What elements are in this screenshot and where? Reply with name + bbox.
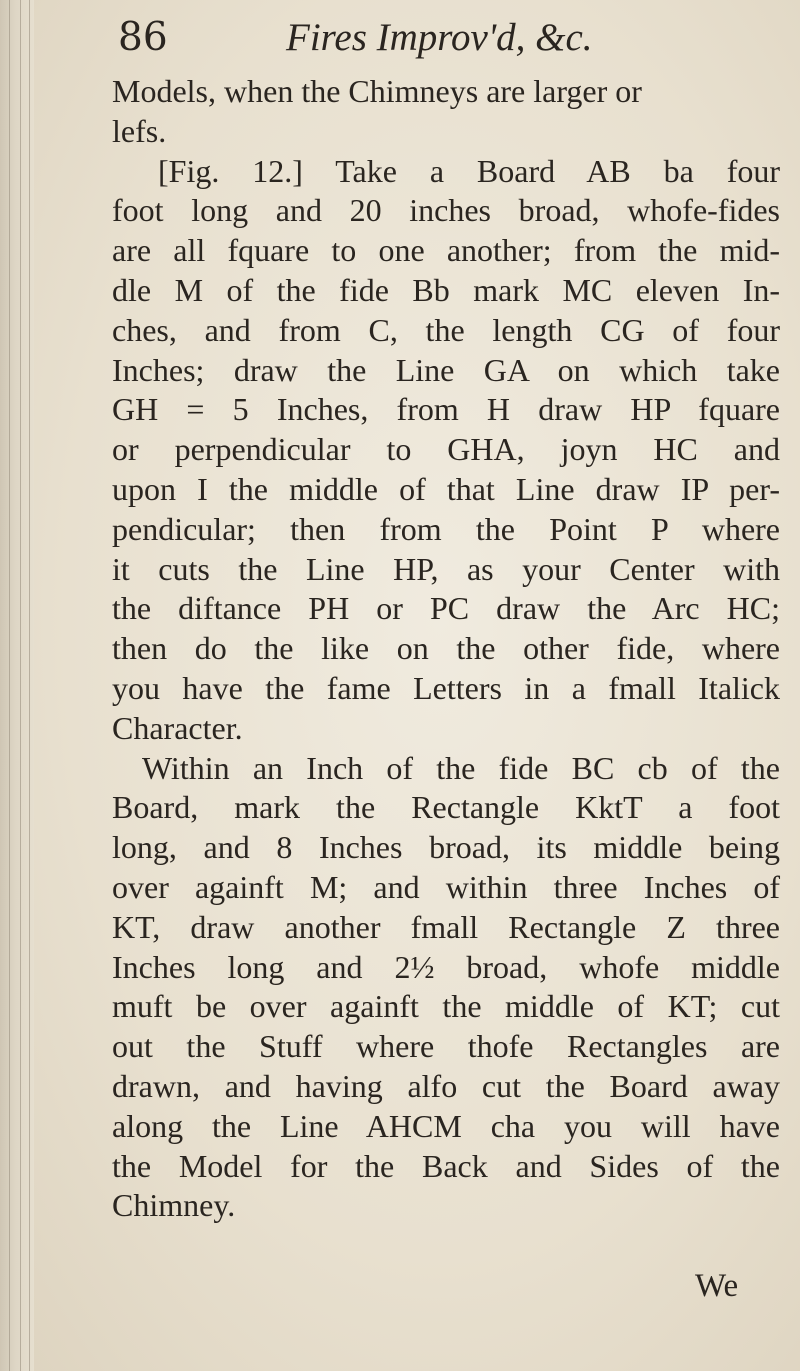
text-line: along the Line AHCM cha you will have xyxy=(112,1107,780,1144)
text-line: it cuts the Line HP, as your Center with xyxy=(112,550,780,587)
text-line: Chimney. xyxy=(112,1187,236,1224)
text-line: Board, mark the Rectangle KktT a foot xyxy=(112,789,780,826)
text-line: ches, and from C, the length CG of four xyxy=(112,311,780,348)
text-line: foot long and 20 inches broad, whofe-fides xyxy=(112,192,780,229)
catchword: We xyxy=(695,1268,739,1304)
text-line: Character. xyxy=(112,709,243,746)
text-line: over againft M; and within three Inches of xyxy=(112,868,780,905)
text-line: the Model for the Back and Sides of the xyxy=(112,1147,780,1184)
text-line: Within an Inch of the fide BC cb of the xyxy=(142,749,780,786)
text-line: lefs. xyxy=(112,112,167,149)
text-line: the diftance PH or PC draw the Arc HC; xyxy=(112,590,780,627)
text-line: KT, draw another fmall Rectangle Z three xyxy=(112,908,780,945)
body-text xyxy=(112,72,780,1226)
running-head: Fires Improv'd, &c. xyxy=(286,16,593,59)
text-line: Inches long and 2½ broad, whofe middle xyxy=(112,948,780,985)
text-line: [Fig. 12.] Take a Board AB ba four xyxy=(158,152,780,189)
text-line: or perpendicular to GHA, joyn HC and xyxy=(112,431,780,468)
text-line: drawn, and having alfo cut the Board away xyxy=(112,1067,780,1104)
gutter-edge-line xyxy=(29,0,30,1371)
page-number: 86 xyxy=(118,15,168,60)
gutter-edge-line xyxy=(20,0,21,1371)
text-line: Models, when the Chimneys are larger or xyxy=(112,73,642,109)
page-header xyxy=(118,8,758,68)
text-line: then do the like on the other fide, where xyxy=(112,630,780,667)
text-line: you have the fame Letters in a fmall Italick xyxy=(112,669,780,706)
text-line: muft be over againft the middle of KT; cut xyxy=(112,988,780,1025)
text-line: out the Stuff where thofe Rectangles are xyxy=(112,1028,780,1065)
text-line: upon I the middle of that Line draw IP per- xyxy=(112,470,780,507)
text-line: long, and 8 Inches broad, its middle being xyxy=(112,829,780,866)
book-gutter xyxy=(0,0,34,1371)
text-line: are all fquare to one another; from the mid- xyxy=(112,232,780,269)
text-line: Inches; draw the Line GA on which take xyxy=(112,351,780,388)
text-line: dle M of the fide Bb mark MC eleven In- xyxy=(112,271,780,308)
text-line: pendicular; then from the Point P where xyxy=(112,510,780,547)
text-line: GH = 5 Inches, from H draw HP fquare xyxy=(112,391,780,428)
gutter-edge-line xyxy=(9,0,10,1371)
